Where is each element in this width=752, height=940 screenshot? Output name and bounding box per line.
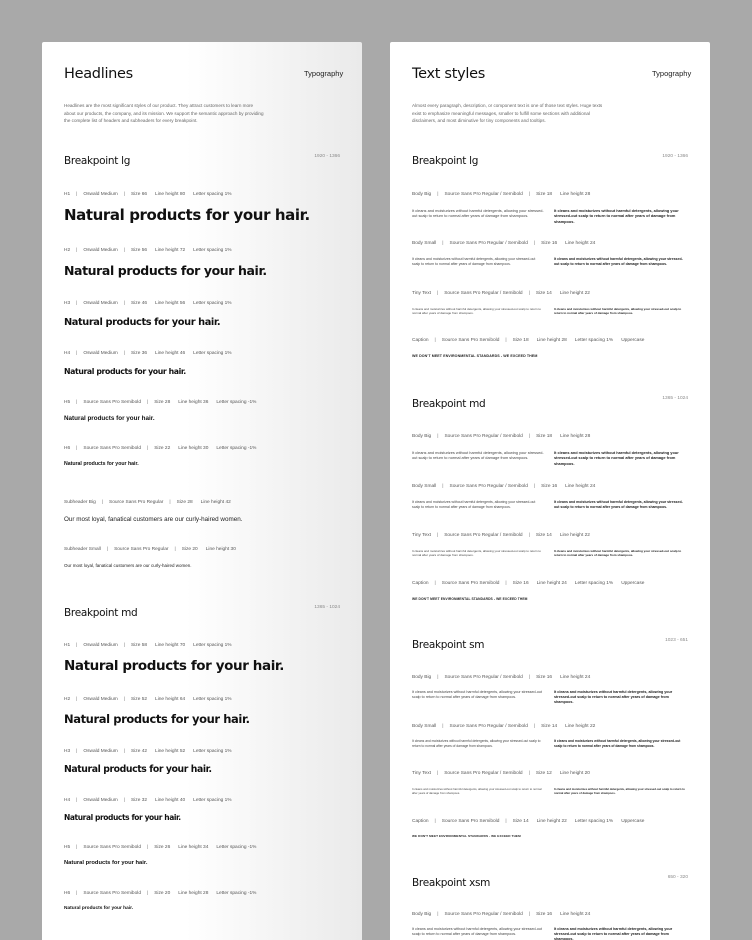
- style-meta: H3 | Oswald Medium | Size 42 Line height 52 Letter spacing 1%: [64, 749, 232, 754]
- h2-sample: Natural products for your hair.: [64, 263, 267, 278]
- body-small-regular-sample: It cleans and moisturizes without harmful detergents, allowing your stressed-out scalp to return to normal after years of damage from shampoos.: [412, 257, 536, 266]
- panel-title: Headlines: [64, 66, 133, 82]
- caption-sample: WE DON'T MEET ENVIRONMENTAL STANDARDS - WE EXCEED THEM: [412, 354, 538, 358]
- breakpoint-title: Breakpoint lg: [64, 155, 131, 167]
- breakpoint-range: 1023 - 651: [665, 638, 688, 643]
- body-big-regular-sample: It cleans and moisturizes without harmful detergents, allowing your stressed-out scalp to return to normal after years of damage from shampoos.: [412, 690, 542, 699]
- style-meta: H3 | Oswald Medium | Size 46 Line height 56 Letter spacing 1%: [64, 301, 232, 306]
- body-small-regular-sample: It cleans and moisturizes without harmful detergents, allowing your stressed-out scalp to return to normal after years of damage from shampoos.: [412, 739, 541, 748]
- h5-sample: Natural products for your hair.: [64, 415, 155, 422]
- h6-sample: Natural products for your hair.: [64, 906, 134, 911]
- style-meta: H4 | Oswald Medium | Size 36 Line height 46 Letter spacing 1%: [64, 351, 232, 356]
- body-big-semibold-sample: It cleans and moisturizes without harmful detergents, allowing your stressed-out scalp to return to normal after years of damage from shampoos.: [554, 690, 673, 704]
- h6-sample: Natural products for your hair.: [64, 461, 139, 467]
- style-meta: H2 | Oswald Medium | Size 52 Line height 64 Letter spacing 1%: [64, 697, 232, 702]
- style-meta: H5 | Source Sans Pro Semibold | Size 28 Line height 36 Letter spacing -1%: [64, 400, 257, 405]
- style-meta: Body Big | Source Sans Pro Regular / Semibold | Size 18 Line height 28: [412, 434, 591, 439]
- style-meta: Body Small | Source Sans Pro Regular / Semibold | Size 16 Line height 24: [412, 241, 596, 246]
- body-big-semibold-sample: It cleans and moisturizes without harmful detergents, allowing your stressed-out scalp to return to normal after years of damage from shampoos.: [554, 450, 679, 466]
- breakpoint-range: 1920 - 1366: [662, 154, 688, 159]
- h3-sample: Natural products for your hair.: [64, 764, 212, 775]
- tiny-text-regular-sample: It cleans and moisturizes without harmful detergents, allowing your stressed-out scalp to return to normal after years of damage from shampoos.: [412, 787, 542, 795]
- style-meta: Caption | Source Sans Pro Semibold | Size 14 Line height 22 Letter spacing 1% Uppercase: [412, 819, 645, 824]
- style-meta: Tiny Text | Source Sans Pro Regular / Semibold | Size 14 Line height 22: [412, 533, 590, 538]
- tiny-text-semibold-sample: It cleans and moisturizes without harmful detergents, allowing your stressed-out scalp to return to normal after years of damage from shampoos.: [554, 787, 685, 795]
- style-meta: Caption | Source Sans Pro Semibold | Size 18 Line height 28 Letter spacing 1% Uppercase: [412, 338, 645, 343]
- typography-tag: Typography: [652, 69, 692, 78]
- h2-sample: Natural products for your hair.: [64, 712, 250, 726]
- subheader-big-sample: Our most loyal, fanatical customers are our curly-haired women.: [64, 516, 243, 523]
- tiny-text-semibold-sample: It cleans and moisturizes without harmful detergents, allowing your stressed-out scalp to return to normal after years of damage from shampoos.: [554, 307, 682, 316]
- tiny-text-semibold-sample: It cleans and moisturizes without harmful detergents, allowing your stressed-out scalp to return to normal after years of damage from shampoos.: [554, 549, 682, 558]
- breakpoint-range: 650 - 320: [667, 875, 688, 880]
- style-meta: H6 | Source Sans Pro Semibold | Size 22 Line height 30 Letter spacing -1%: [64, 446, 257, 451]
- breakpoint-title: Breakpoint xsm: [412, 877, 491, 889]
- body-big-regular-sample: It cleans and moisturizes without harmful detergents, allowing your stressed-out scalp to return to normal after years of damage from shampoos.: [412, 208, 544, 219]
- style-meta: H5 | Source Sans Pro Semibold | Size 26 Line height 34 Letter spacing -1%: [64, 845, 257, 850]
- style-meta: Tiny Text | Source Sans Pro Regular / Semibold | Size 12 Line height 20: [412, 771, 590, 776]
- breakpoint-title: Breakpoint sm: [412, 639, 485, 651]
- intro-text: Almost every paragraph, description, or component text is one of those text styles. Huge texts exist to emphasize meaningful messages, smaller to fulfill some sections with additional disclaimers, and most diminutive for tiny components and tooltips.: [412, 103, 603, 123]
- headlines-panel: [42, 42, 362, 940]
- breakpoint-title: Breakpoint lg: [412, 155, 479, 167]
- body-small-semibold-sample: It cleans and moisturizes without harmful detergents, allowing your stressed-out scalp to return to normal after years of damage from shampoos.: [554, 500, 683, 509]
- tiny-text-regular-sample: It cleans and moisturizes without harmful detergents, allowing your stressed-out scalp to return to normal after years of damage from shampoos.: [412, 307, 541, 316]
- style-meta: H4 | Oswald Medium | Size 32 Line height 40 Letter spacing 1%: [64, 798, 232, 803]
- style-meta: Body Big | Source Sans Pro Regular / Semibold | Size 16 Line height 24: [412, 675, 591, 680]
- body-big-regular-sample: It cleans and moisturizes without harmful detergents, allowing your stressed-out scalp to return to normal after years of damage from shampoos.: [412, 450, 544, 461]
- body-small-semibold-sample: It cleans and moisturizes without harmful detergents, allowing your stressed-out scalp to return to normal after years of damage from shampoos.: [554, 739, 681, 748]
- h4-sample: Natural products for your hair.: [64, 813, 181, 822]
- caption-sample: WE DON'T MEET ENVIRONMENTAL STANDARDS - WE EXCEED THEM: [412, 834, 521, 838]
- intro-text: Headlines are the most significant styles of our product. They attract customers to learn more about our products, the company, and its mission. We support the semantic approach by providing the complete list of headers and subheaders for every breakpoint.: [64, 103, 264, 123]
- h4-sample: Natural products for your hair.: [64, 367, 186, 376]
- h1-sample: Natural products for your hair.: [64, 658, 284, 674]
- style-meta: Body Big | Source Sans Pro Regular / Semibold | Size 16 Line height 24: [412, 912, 591, 917]
- style-meta: H1 | Oswald Medium | Size 58 Line height 70 Letter spacing 1%: [64, 643, 232, 648]
- breakpoint-title: Breakpoint md: [64, 607, 138, 619]
- style-meta: Caption | Source Sans Pro Semibold | Size 16 Line height 24 Letter spacing 1% Uppercase: [412, 581, 645, 586]
- typography-tag: Typography: [304, 69, 344, 78]
- h1-sample: Natural products for your hair.: [64, 206, 310, 224]
- style-meta: Subheader Big | Source Sans Pro Regular | Size 28 Line height 42: [64, 500, 231, 505]
- style-meta: H6 | Source Sans Pro Semibold | Size 20 Line height 28 Letter spacing -1%: [64, 891, 257, 896]
- breakpoint-range: 1920 - 1366: [314, 154, 340, 159]
- body-big-regular-sample: It cleans and moisturizes without harmful detergents, allowing your stressed-out scalp to return to normal after years of damage from shampoos.: [412, 927, 542, 936]
- style-meta: H2 | Oswald Medium | Size 56 Line height 72 Letter spacing 1%: [64, 248, 232, 253]
- body-small-regular-sample: It cleans and moisturizes without harmful detergents, allowing your stressed-out scalp to return to normal after years of damage from shampoos.: [412, 500, 536, 509]
- h3-sample: Natural products for your hair.: [64, 317, 221, 328]
- style-meta: Subheader Small | Source Sans Pro Regular | Size 20 Line height 30: [64, 547, 236, 552]
- style-meta: Body Big | Source Sans Pro Regular / Semibold | Size 18 Line height 28: [412, 192, 591, 197]
- caption-sample: WE DON'T MEET ENVIRONMENTAL STANDARDS - WE EXCEED THEM: [412, 597, 528, 601]
- body-big-semibold-sample: It cleans and moisturizes without harmful detergents, allowing your stressed-out scalp to return to normal after years of damage from shampoos.: [554, 927, 673, 940]
- style-meta: Body Small | Source Sans Pro Regular / Semibold | Size 14 Line height 22: [412, 724, 596, 729]
- body-small-semibold-sample: It cleans and moisturizes without harmful detergents, allowing your stressed-out scalp to return to normal after years of damage from shampoos.: [554, 257, 683, 266]
- subheader-small-sample: Our most loyal, fanatical customers are our curly-haired women.: [64, 563, 192, 568]
- body-big-semibold-sample: It cleans and moisturizes without harmful detergents, allowing your stressed-out scalp to return to normal after years of damage from shampoos.: [554, 208, 679, 224]
- breakpoint-range: 1365 - 1024: [314, 605, 340, 610]
- breakpoint-title: Breakpoint md: [412, 398, 486, 410]
- h5-sample: Natural products for your hair.: [64, 860, 148, 866]
- breakpoint-range: 1365 - 1024: [662, 396, 688, 401]
- text-styles-panel: [390, 42, 710, 940]
- tiny-text-regular-sample: It cleans and moisturizes without harmful detergents, allowing your stressed-out scalp to return to normal after years of damage from shampoos.: [412, 549, 541, 558]
- style-meta: Body Small | Source Sans Pro Regular / Semibold | Size 16 Line height 24: [412, 484, 596, 489]
- panel-title: Text styles: [412, 66, 485, 82]
- style-meta: Tiny Text | Source Sans Pro Regular / Semibold | Size 14 Line height 22: [412, 291, 590, 296]
- style-meta: H1 | Oswald Medium | Size 66 Line height 80 Letter spacing 1%: [64, 192, 232, 197]
